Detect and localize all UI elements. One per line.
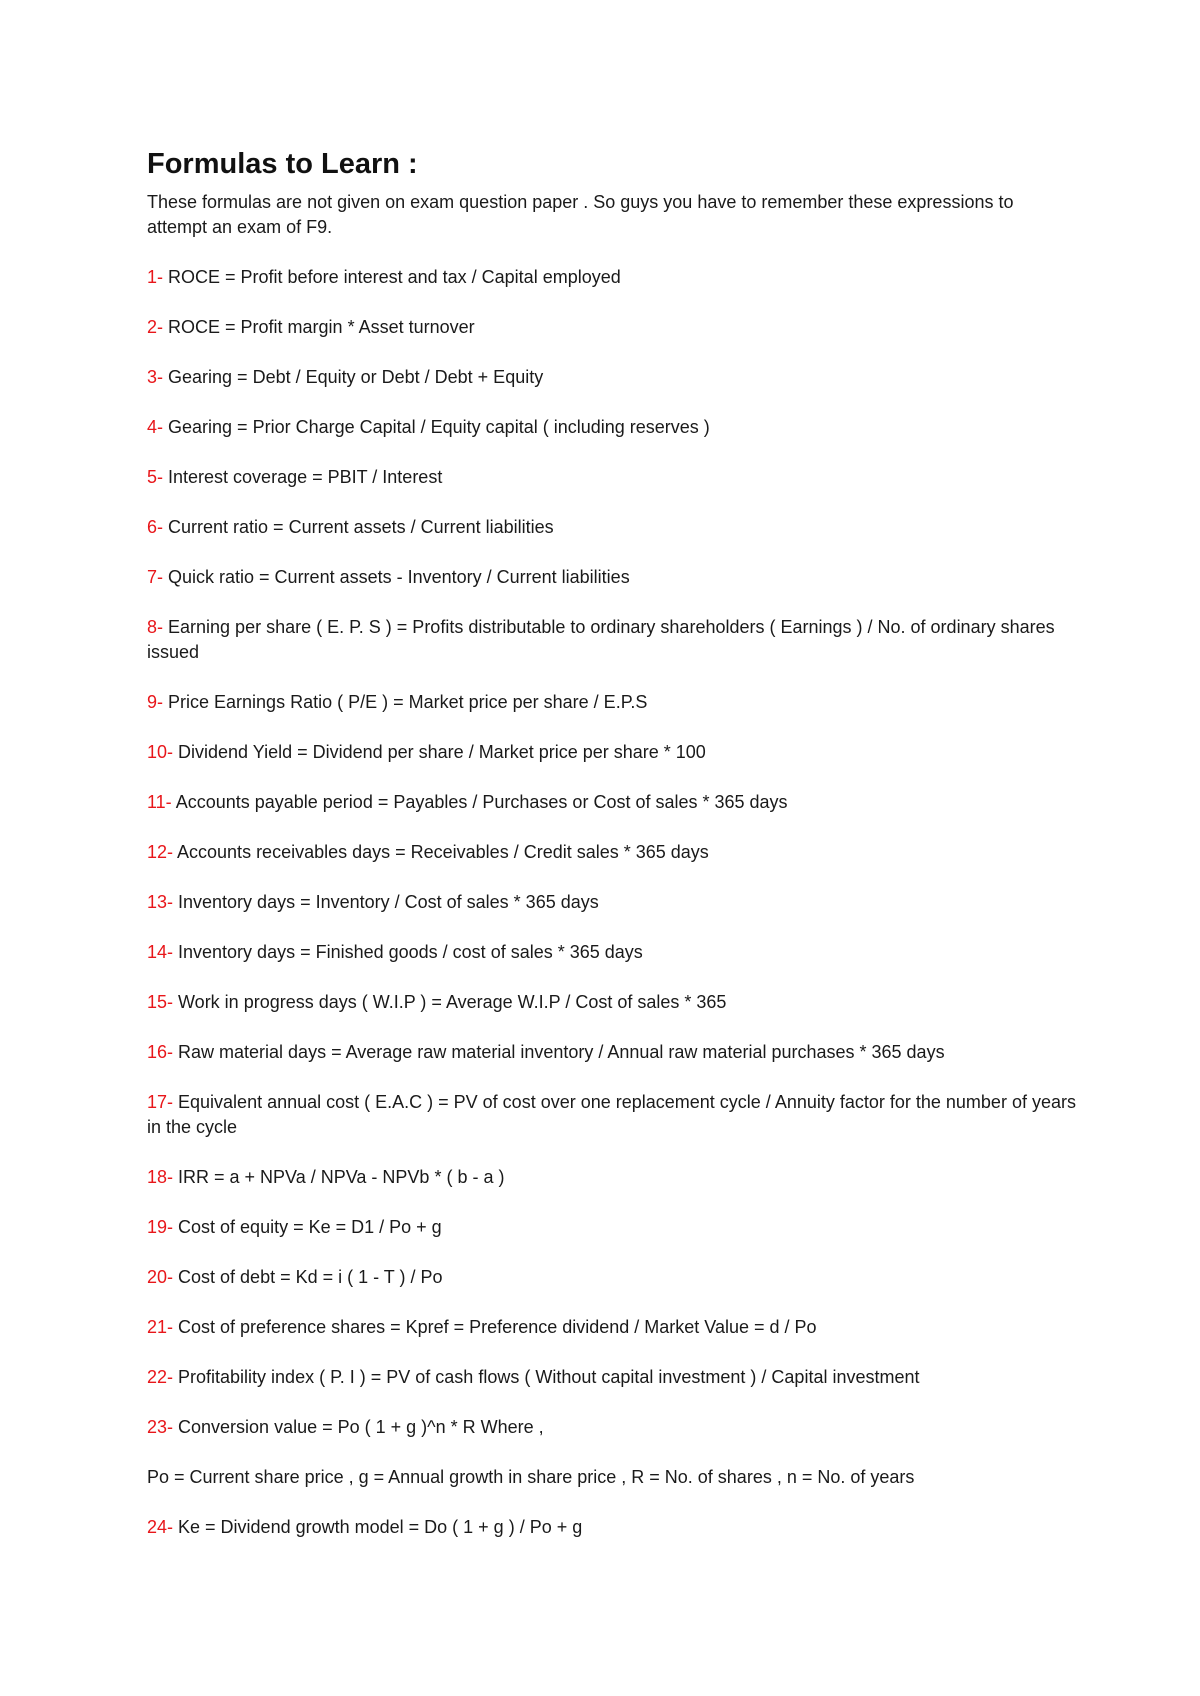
formula-text: Accounts payable period = Payables / Purchases or Cost of sales * 365 days [171, 792, 788, 812]
formula-text: Current ratio = Current assets / Current liabilities [163, 517, 554, 537]
formula-item-12 [147, 840, 1077, 865]
formula-number: 5- [147, 467, 164, 487]
formula-number: 6- [147, 517, 164, 537]
formula-text: Raw material days = Average raw material inventory / Annual raw material purchases * 365 days [173, 1042, 945, 1062]
formula-item-9 [147, 690, 1077, 715]
formula-number: 17- [147, 1092, 174, 1112]
formula-item-18 [147, 1165, 1077, 1190]
formula-text: ROCE = Profit before interest and tax / Capital employed [163, 267, 621, 287]
formula-number: 11- [147, 792, 172, 812]
formula-item-21 [147, 1315, 1077, 1340]
formula-text: Cost of debt = Kd = i ( 1 - T ) / Po [173, 1267, 443, 1287]
formula-text: Conversion value = Po ( 1 + g )^n * R Where , [173, 1417, 544, 1437]
formula-item-24 [147, 1515, 1077, 1540]
formula-text: Ke = Dividend growth model = Do ( 1 + g ) / Po + g [173, 1517, 583, 1537]
formula-item-16 [147, 1040, 1077, 1065]
formula-item-11 [147, 790, 1077, 815]
formula-number: 14- [147, 942, 174, 962]
formula-item-23 [147, 1415, 1077, 1440]
formula-item-17 [147, 1090, 1077, 1140]
formula-item-15 [147, 990, 1077, 1015]
formula-item-14 [147, 940, 1077, 965]
formula-item-3 [147, 365, 1077, 390]
formula-item-10 [147, 740, 1077, 765]
formula-number: 18- [147, 1167, 174, 1187]
page-title: Formulas to Learn : [147, 148, 418, 180]
formula-text: Accounts receivables days = Receivables / Credit sales * 365 days [173, 842, 709, 862]
formula-text: ROCE = Profit margin * Asset turnover [163, 317, 475, 337]
formula-number: 4- [147, 417, 164, 437]
formula-number: 15- [147, 992, 174, 1012]
intro-text: These formulas are not given on exam question paper . So guys you have to remember these expressions to attempt an exam of F9. [147, 192, 1014, 237]
formula-item-6 [147, 515, 1077, 540]
formula-number: 16- [147, 1042, 174, 1062]
variable-definitions: Po = Current share price , g = Annual growth in share price , R = No. of shares , n = No. of years [147, 1467, 915, 1487]
formula-item-20 [147, 1265, 1077, 1290]
formula-text: Dividend Yield = Dividend per share / Market price per share * 100 [173, 742, 706, 762]
formula-text: Earning per share ( E. P. S ) = Profits distributable to ordinary shareholders ( Earnings ) / No. of ordinary shares issued [147, 617, 1055, 662]
formula-item-8 [147, 615, 1077, 665]
formula-text: IRR = a + NPVa / NPVa - NPVb * ( b - a ) [173, 1167, 505, 1187]
formula-text: Price Earnings Ratio ( P/E ) = Market price per share / E.P.S [163, 692, 648, 712]
formula-item-19 [147, 1215, 1077, 1240]
formula-number: 23- [147, 1417, 174, 1437]
formula-number: 22- [147, 1367, 174, 1387]
formula-number: 8- [147, 617, 164, 637]
formula-number: 1- [147, 267, 164, 287]
formula-text: Interest coverage = PBIT / Interest [163, 467, 443, 487]
formula-number: 24- [147, 1517, 174, 1537]
formula-text: Gearing = Prior Charge Capital / Equity capital ( including reserves ) [163, 417, 710, 437]
formula-text: Cost of preference shares = Kpref = Preference dividend / Market Value = d / Po [173, 1317, 817, 1337]
formula-text: Work in progress days ( W.I.P ) = Average W.I.P / Cost of sales * 365 [173, 992, 727, 1012]
formula-item-22 [147, 1365, 1077, 1390]
formula-text: Cost of equity = Ke = D1 / Po + g [173, 1217, 442, 1237]
formula-number: 7- [147, 567, 164, 587]
formula-number: 19- [147, 1217, 174, 1237]
formula-item-5 [147, 465, 1077, 490]
formula-number: 10- [147, 742, 174, 762]
formula-number: 20- [147, 1267, 174, 1287]
formula-text: Inventory days = Finished goods / cost of sales * 365 days [173, 942, 643, 962]
formula-number: 2- [147, 317, 164, 337]
formula-text: Profitability index ( P. I ) = PV of cash flows ( Without capital investment ) / Capital investment [173, 1367, 920, 1387]
formula-number: 21- [147, 1317, 174, 1337]
formula-number: 13- [147, 892, 174, 912]
formula-item-2 [147, 315, 1077, 340]
formula-item-4 [147, 415, 1077, 440]
formula-text: Inventory days = Inventory / Cost of sales * 365 days [173, 892, 599, 912]
document-page [147, 146, 1077, 1540]
formula-list [147, 265, 1077, 1440]
formula-item-13 [147, 890, 1077, 915]
formula-item-1 [147, 265, 1077, 290]
formula-text: Equivalent annual cost ( E.A.C ) = PV of cost over one replacement cycle / Annuity factor for the number of years in the cycle [147, 1092, 1076, 1137]
formula-text: Quick ratio = Current assets - Inventory / Current liabilities [163, 567, 630, 587]
formula-number: 9- [147, 692, 164, 712]
formula-number: 3- [147, 367, 164, 387]
formula-text: Gearing = Debt / Equity or Debt / Debt + Equity [163, 367, 544, 387]
formula-number: 12- [147, 842, 174, 862]
formula-item-7 [147, 565, 1077, 590]
